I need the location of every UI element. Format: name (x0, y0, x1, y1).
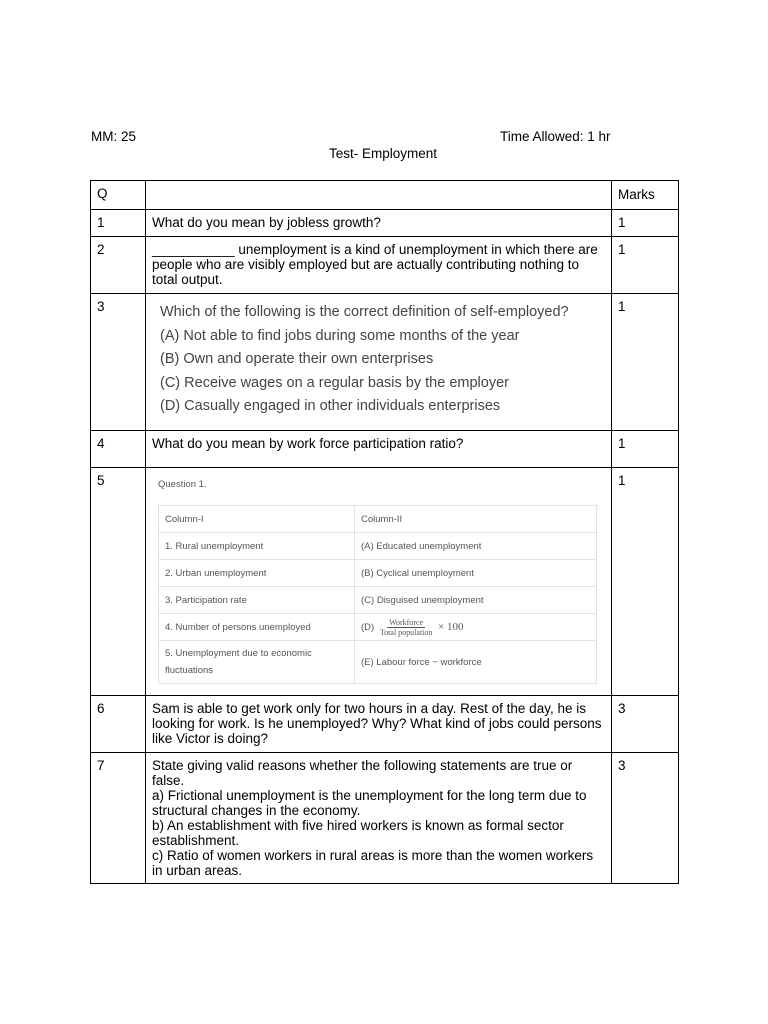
header-q: Q (91, 181, 146, 210)
question-marks: 1 (612, 294, 679, 431)
match-right: (E) Labour force − workforce (355, 641, 597, 684)
table-row (91, 696, 679, 753)
question-text: What do you mean by work force participation ratio? (146, 431, 612, 468)
question-line: State giving valid reasons whether the following statements are true or false. (152, 758, 573, 788)
question-marks: 1 (612, 210, 679, 237)
question-text: Sam is able to get work only for two hours in a day. Rest of the day, he is looking for work. Is he unemployed? Why? What kind of jobs could persons like Victor is doing? (146, 696, 612, 753)
question-marks: 1 (612, 468, 679, 696)
match-left: 4. Number of persons unemployed (159, 614, 355, 641)
question-line: c) Ratio of women workers in rural areas is more than the women workers in urban areas. (152, 848, 594, 878)
match-col2-header: Column-II (355, 506, 597, 533)
question-text (146, 753, 612, 884)
match-left: 2. Urban unemployment (159, 560, 355, 587)
question-line: a) Frictional unemployment is the unemployment for the long term due to structural changes in the economy. (152, 788, 587, 818)
table-row (91, 210, 679, 237)
match-left: 1. Rural unemployment (159, 533, 355, 560)
question-number: 6 (91, 696, 146, 753)
question-number: 2 (91, 237, 146, 294)
header-question (146, 181, 612, 210)
match-left: 3. Participation rate (159, 587, 355, 614)
question-line: b) An establishment with five hired workers is known as formal sector establishment. (152, 818, 564, 848)
question-text: What do you mean by jobless growth? (146, 210, 612, 237)
question-number: 5 (91, 468, 146, 696)
match-cell (146, 468, 612, 696)
match-table (158, 505, 597, 684)
formula-suffix: × 100 (438, 620, 464, 633)
table-row (91, 294, 679, 431)
max-marks: MM: 25 (91, 129, 137, 144)
table-row (91, 431, 679, 468)
question-table (90, 180, 679, 884)
table-header-row (91, 181, 679, 210)
match-label: Question 1. (158, 479, 207, 490)
fraction-numerator: Workforce (389, 617, 424, 627)
mcq-option-a: (A) Not able to find jobs during some months of the year (160, 327, 520, 344)
fraction-denominator: Total population (379, 627, 433, 637)
formula-prefix: (D) (361, 621, 375, 633)
table-row (91, 237, 679, 294)
match-image (158, 477, 605, 684)
question-marks: 1 (612, 237, 679, 294)
question-number: 1 (91, 210, 146, 237)
table-row (91, 468, 679, 696)
match-left: 5. Unemployment due to economic fluctuations (159, 641, 355, 684)
match-right: (C) Disguised unemployment (355, 587, 597, 614)
question-number: 3 (91, 294, 146, 431)
question-number: 7 (91, 753, 146, 884)
mcq-image (160, 299, 605, 419)
mcq-question: Which of the following is the correct definition of self-employed? (160, 304, 569, 320)
header-marks: Marks (612, 181, 679, 210)
question-marks: 3 (612, 696, 679, 753)
mcq-option-d: (D) Casually engaged in other individuals enterprises (160, 398, 501, 414)
match-right: (B) Cyclical unemployment (355, 560, 597, 587)
time-allowed: Time Allowed: 1 hr (500, 129, 611, 144)
mcq-cell (146, 294, 612, 431)
table-row (91, 753, 679, 884)
match-right-formula (355, 614, 597, 641)
question-number: 4 (91, 431, 146, 468)
match-col1-header: Column-I (159, 506, 355, 533)
question-marks: 3 (612, 753, 679, 884)
mcq-option-c: (C) Receive wages on a regular basis by the employer (160, 374, 509, 391)
question-text: ___________ unemployment is a kind of unemployment in which there are people who are visibly employed but are actually contributing nothing to total output. (146, 237, 612, 294)
match-right: (A) Educated unemployment (355, 533, 597, 560)
formula-fraction (380, 618, 433, 637)
question-marks: 1 (612, 431, 679, 468)
mcq-option-b: (B) Own and operate their own enterprises (160, 351, 434, 367)
page-title: Test- Employment (329, 146, 438, 161)
